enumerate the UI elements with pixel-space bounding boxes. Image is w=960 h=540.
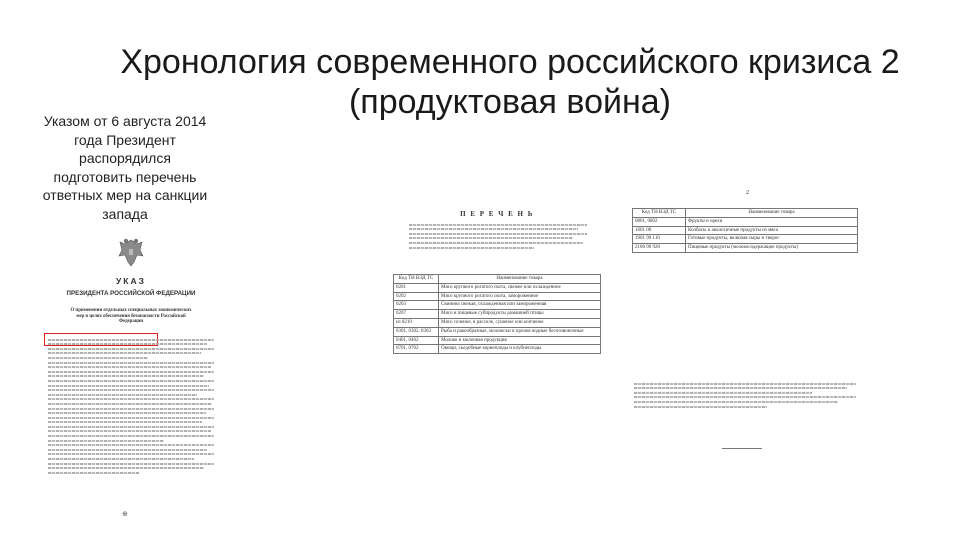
cell-code: 0801, 0802 (633, 217, 686, 226)
cell-name: Мясо крупного рогатого скота, свежее или охлажденное (439, 283, 601, 292)
list-table (393, 274, 601, 354)
cell-name: Рыба и ракообразные, моллюски и прочие водные беспозвоночные (439, 327, 601, 336)
cell-code: 1901 90 110 (633, 235, 686, 244)
table-row (633, 235, 858, 244)
table-row (394, 327, 601, 336)
cell-code: 0207 (394, 310, 439, 319)
signature-line (722, 448, 762, 449)
table-row (394, 318, 601, 327)
continuation-table (632, 208, 858, 253)
side-note: Указом от 6 августа 2014 года Президент распорядился подготовить перечень ответных мер на санкции запада (42, 113, 208, 222)
table-row (394, 345, 601, 354)
cell-code: 1601 00 (633, 226, 686, 235)
table-row (394, 283, 601, 292)
cell-code: 0701, 0702 (394, 345, 439, 354)
decree-subheading: ПРЕЗИДЕНТА РОССИЙСКОЙ ФЕДЕРАЦИИ (66, 290, 196, 297)
cell-code: из 0210 (394, 318, 439, 327)
cell-name: Мясо соленое, в рассоле, сушеное или копченое (439, 318, 601, 327)
page-number: 2 (746, 190, 749, 196)
cell-code: 0401, 0402 (394, 336, 439, 345)
decree-about: О применении отдельных специальных экономических мер в целях обеспечения безопасности Российской Федерации (70, 308, 192, 325)
table-header-row (394, 275, 601, 284)
list-title: П Е Р Е Ч Е Н Ь (460, 210, 534, 218)
cell-name: Мясо и пищевые субпродукты домашней птицы (439, 310, 601, 319)
col-header-code: Код ТН ВЭД ТС (633, 209, 686, 218)
table-row (394, 336, 601, 345)
table-row (394, 310, 601, 319)
decree-scan (40, 228, 222, 523)
table-row (394, 292, 601, 301)
cell-name: Свинина свежая, охлажденная или замороженная (439, 301, 601, 310)
cell-name: Пищевые продукты (молокосодержащие продукты) (686, 244, 858, 253)
cell-name: Овощи, съедобные корнеплоды и клубнеплоды (439, 345, 601, 354)
cell-code: 0203 (394, 301, 439, 310)
slide-title: Хронология современного российского кризиса 2 (продуктовая война) (120, 43, 900, 121)
table-row (633, 217, 858, 226)
cell-name: Молоко и молочная продукция (439, 336, 601, 345)
cell-code: 0301, 0302, 0303 (394, 327, 439, 336)
table-row (394, 301, 601, 310)
footnotes-text (634, 380, 856, 410)
decree-heading: УКАЗ (116, 276, 146, 286)
coat-of-arms-icon (116, 236, 146, 270)
cell-code: 0202 (394, 292, 439, 301)
col-header-name: Наименование товара (439, 275, 601, 284)
list-intro-text (409, 221, 587, 251)
decree-body-text (48, 336, 214, 476)
cell-name: Мясо крупного рогатого скота, замороженное (439, 292, 601, 301)
table-row (633, 244, 858, 253)
continuation-page-scan (626, 190, 866, 460)
list-page-scan (393, 208, 601, 468)
cell-name: Колбасы и аналогичные продукты из мяса (686, 226, 858, 235)
stamp-icon: ⊕ (122, 510, 128, 518)
col-header-code: Код ТН ВЭД ТС (394, 275, 439, 284)
cell-code: 0201 (394, 283, 439, 292)
col-header-name: Наименование товара (686, 209, 858, 218)
cell-name: Фрукты и орехи (686, 217, 858, 226)
cell-code: 2106 90 920 (633, 244, 686, 253)
cell-name: Готовые продукты, включая сыры и творог (686, 235, 858, 244)
table-header-row (633, 209, 858, 218)
table-row (633, 226, 858, 235)
